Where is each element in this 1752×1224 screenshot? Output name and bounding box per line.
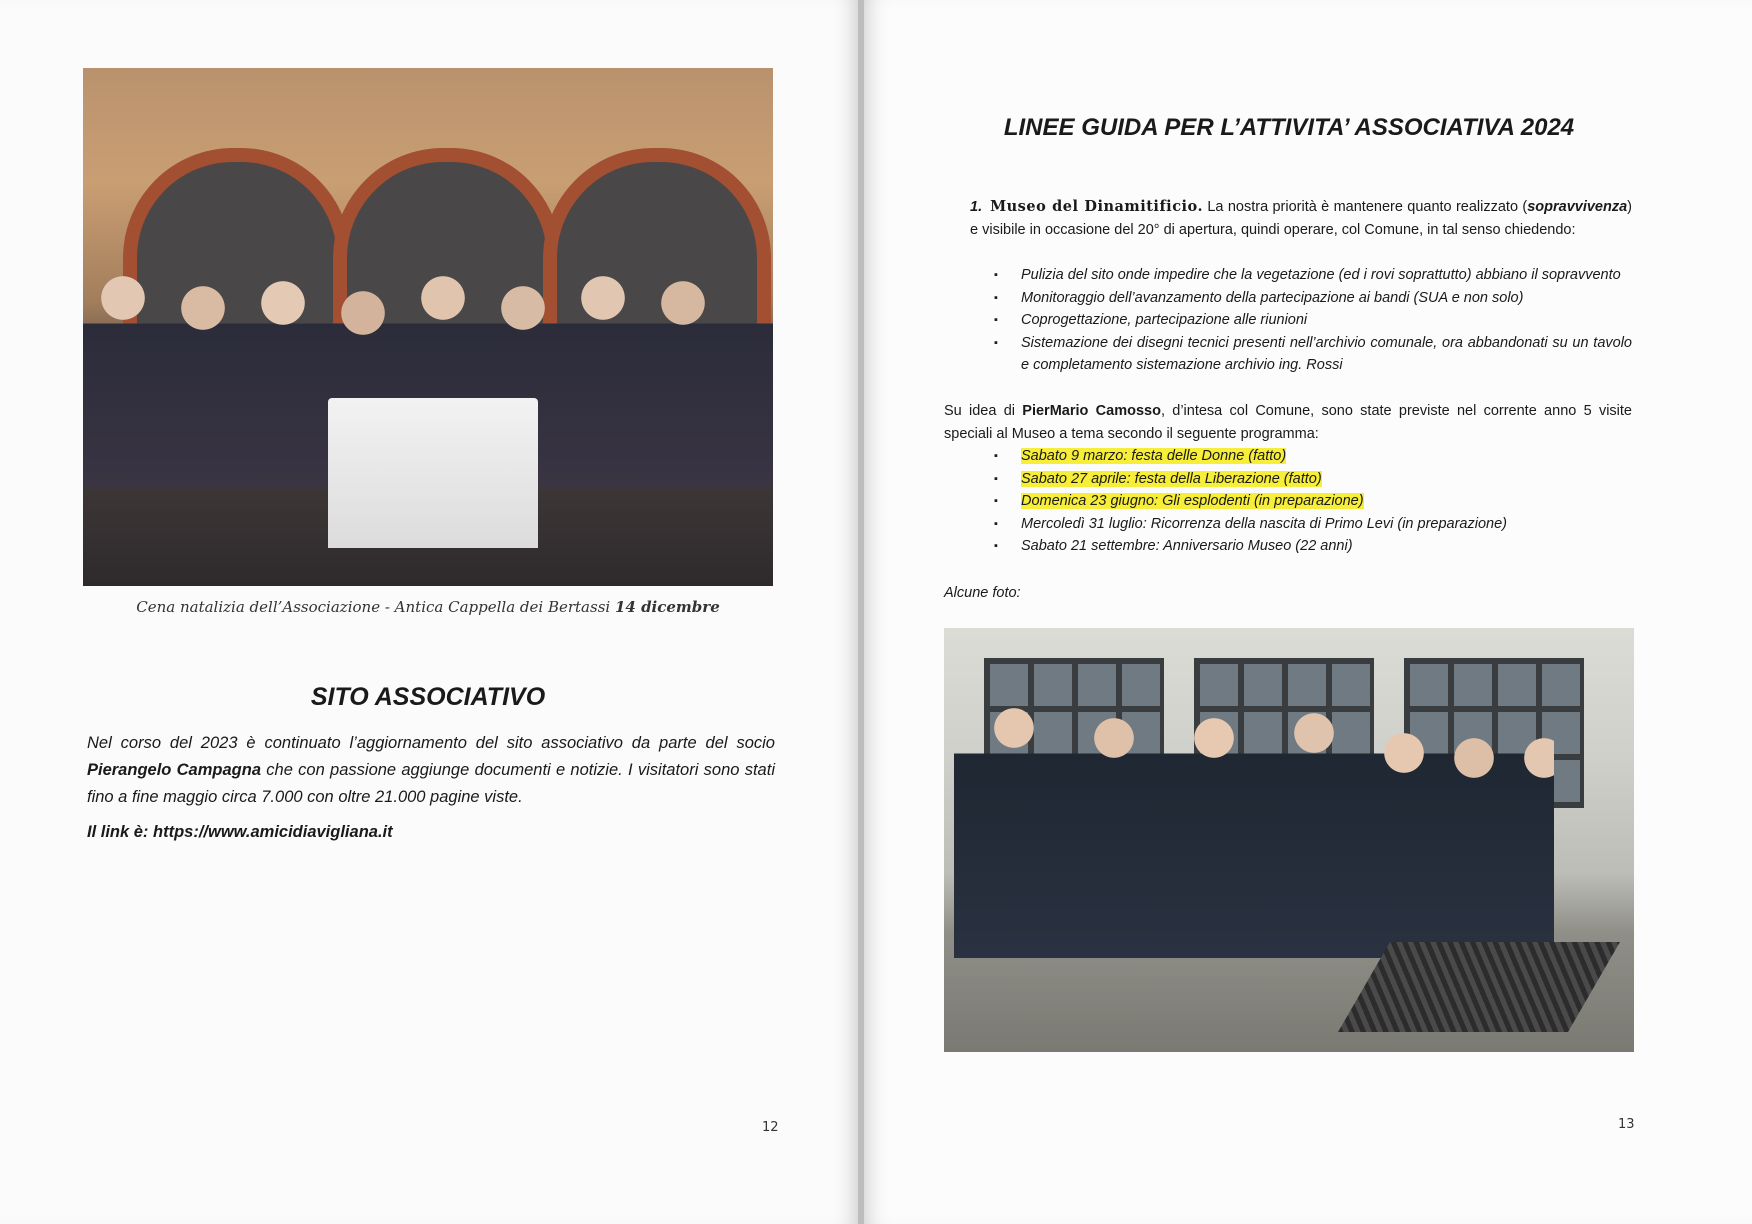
website-link[interactable]: Il link è: https://www.amicidiavigliana.it [87, 823, 393, 841]
paragraph-member-name: Pierangelo Campagna [87, 761, 261, 779]
visits-intro [944, 400, 1632, 445]
highlighted-text: Sabato 9 marzo: festa delle Donne (fatto) [1021, 448, 1287, 464]
section-title-sito: SITO ASSOCIATIVO [310, 683, 546, 711]
museo-request-list [994, 264, 1632, 377]
list-item [994, 445, 1632, 468]
left-page [0, 0, 858, 1224]
caption-text: Cena natalizia dell’Associazione - Antica Cappella dei Bertassi [136, 598, 611, 616]
sito-paragraph [87, 730, 775, 811]
intro-text: , d’intesa col Comune, sono state previste nel corrente anno 5 visite speciali al Museo a tema secondo il seguente programma: [944, 403, 1632, 442]
photos-label: Alcune foto: [944, 585, 1021, 601]
highlighted-text: Sabato 27 aprile: festa della Liberazione (fatto) [1021, 470, 1322, 487]
list-item: ▪ Mercoledì 31 luglio: Ricorrenza della nascita di Primo Levi (in preparazione) [994, 513, 1632, 536]
paragraph-text: Nel corso del 2023 è continuato l’aggiornamento del sito associativo da parte del socio [87, 734, 775, 752]
caption-date: 14 dicembre [614, 598, 720, 616]
list-item: ▪ Sistemazione dei disegni tecnici presenti nell’archivio comunale, ora abbandonati su un tavolo e completamento sistemazione archivio ing. Rossi [994, 332, 1632, 377]
item-text-bold: sopravvivenza [1527, 199, 1628, 215]
group-of-people [954, 698, 1554, 958]
page-number-right: 13 [1618, 1117, 1635, 1132]
list-item: ▪ Sabato 21 settembre: Anniversario Museo (22 anni) [994, 535, 1632, 558]
visits-program-list [994, 445, 1632, 558]
list-item [994, 490, 1632, 513]
right-page-title: LINEE GUIDA PER L’ATTIVITA’ ASSOCIATIVA 2024 [1003, 114, 1575, 141]
museum-group-photo [944, 628, 1634, 1052]
intro-person-name: PierMario Camosso [1022, 403, 1161, 419]
dinner-group-photo [83, 68, 773, 586]
list-item [994, 468, 1632, 491]
item-text: La nostra priorità è mantenere quanto realizzato ( [1203, 199, 1528, 215]
item-title: Museo del Dinamitificio. [990, 198, 1203, 215]
paragraph-text: che con passione aggiunge documenti e notizie. I visitatori sono stati fino a fine maggio circa 7.000 con oltre 21.000 pagine viste. [87, 761, 775, 806]
photo-caption [83, 598, 773, 616]
list-item: ▪ Pulizia del sito onde impedire che la vegetazione (ed i rovi soprattutto) abbiano il sopravvento [994, 264, 1632, 287]
item-text: ) e visibile in occasione del 20° di apertura, quindi operare, col Comune, in tal senso chiedendo: [970, 199, 1632, 238]
page-number-left: 12 [762, 1120, 779, 1135]
intro-text: Su idea di [944, 403, 1023, 419]
highlighted-text: Domenica 23 giugno: Gli esplodenti (in preparazione) [1021, 493, 1364, 509]
list-item: ▪ Monitoraggio dell’avanzamento della partecipazione ai bandi (SUA e non solo) [994, 287, 1632, 310]
cake-table [328, 398, 538, 548]
item-museo [970, 196, 1632, 241]
item-number: 1. [970, 199, 983, 215]
list-item: ▪ Coprogettazione, partecipazione alle riunioni [994, 309, 1632, 332]
